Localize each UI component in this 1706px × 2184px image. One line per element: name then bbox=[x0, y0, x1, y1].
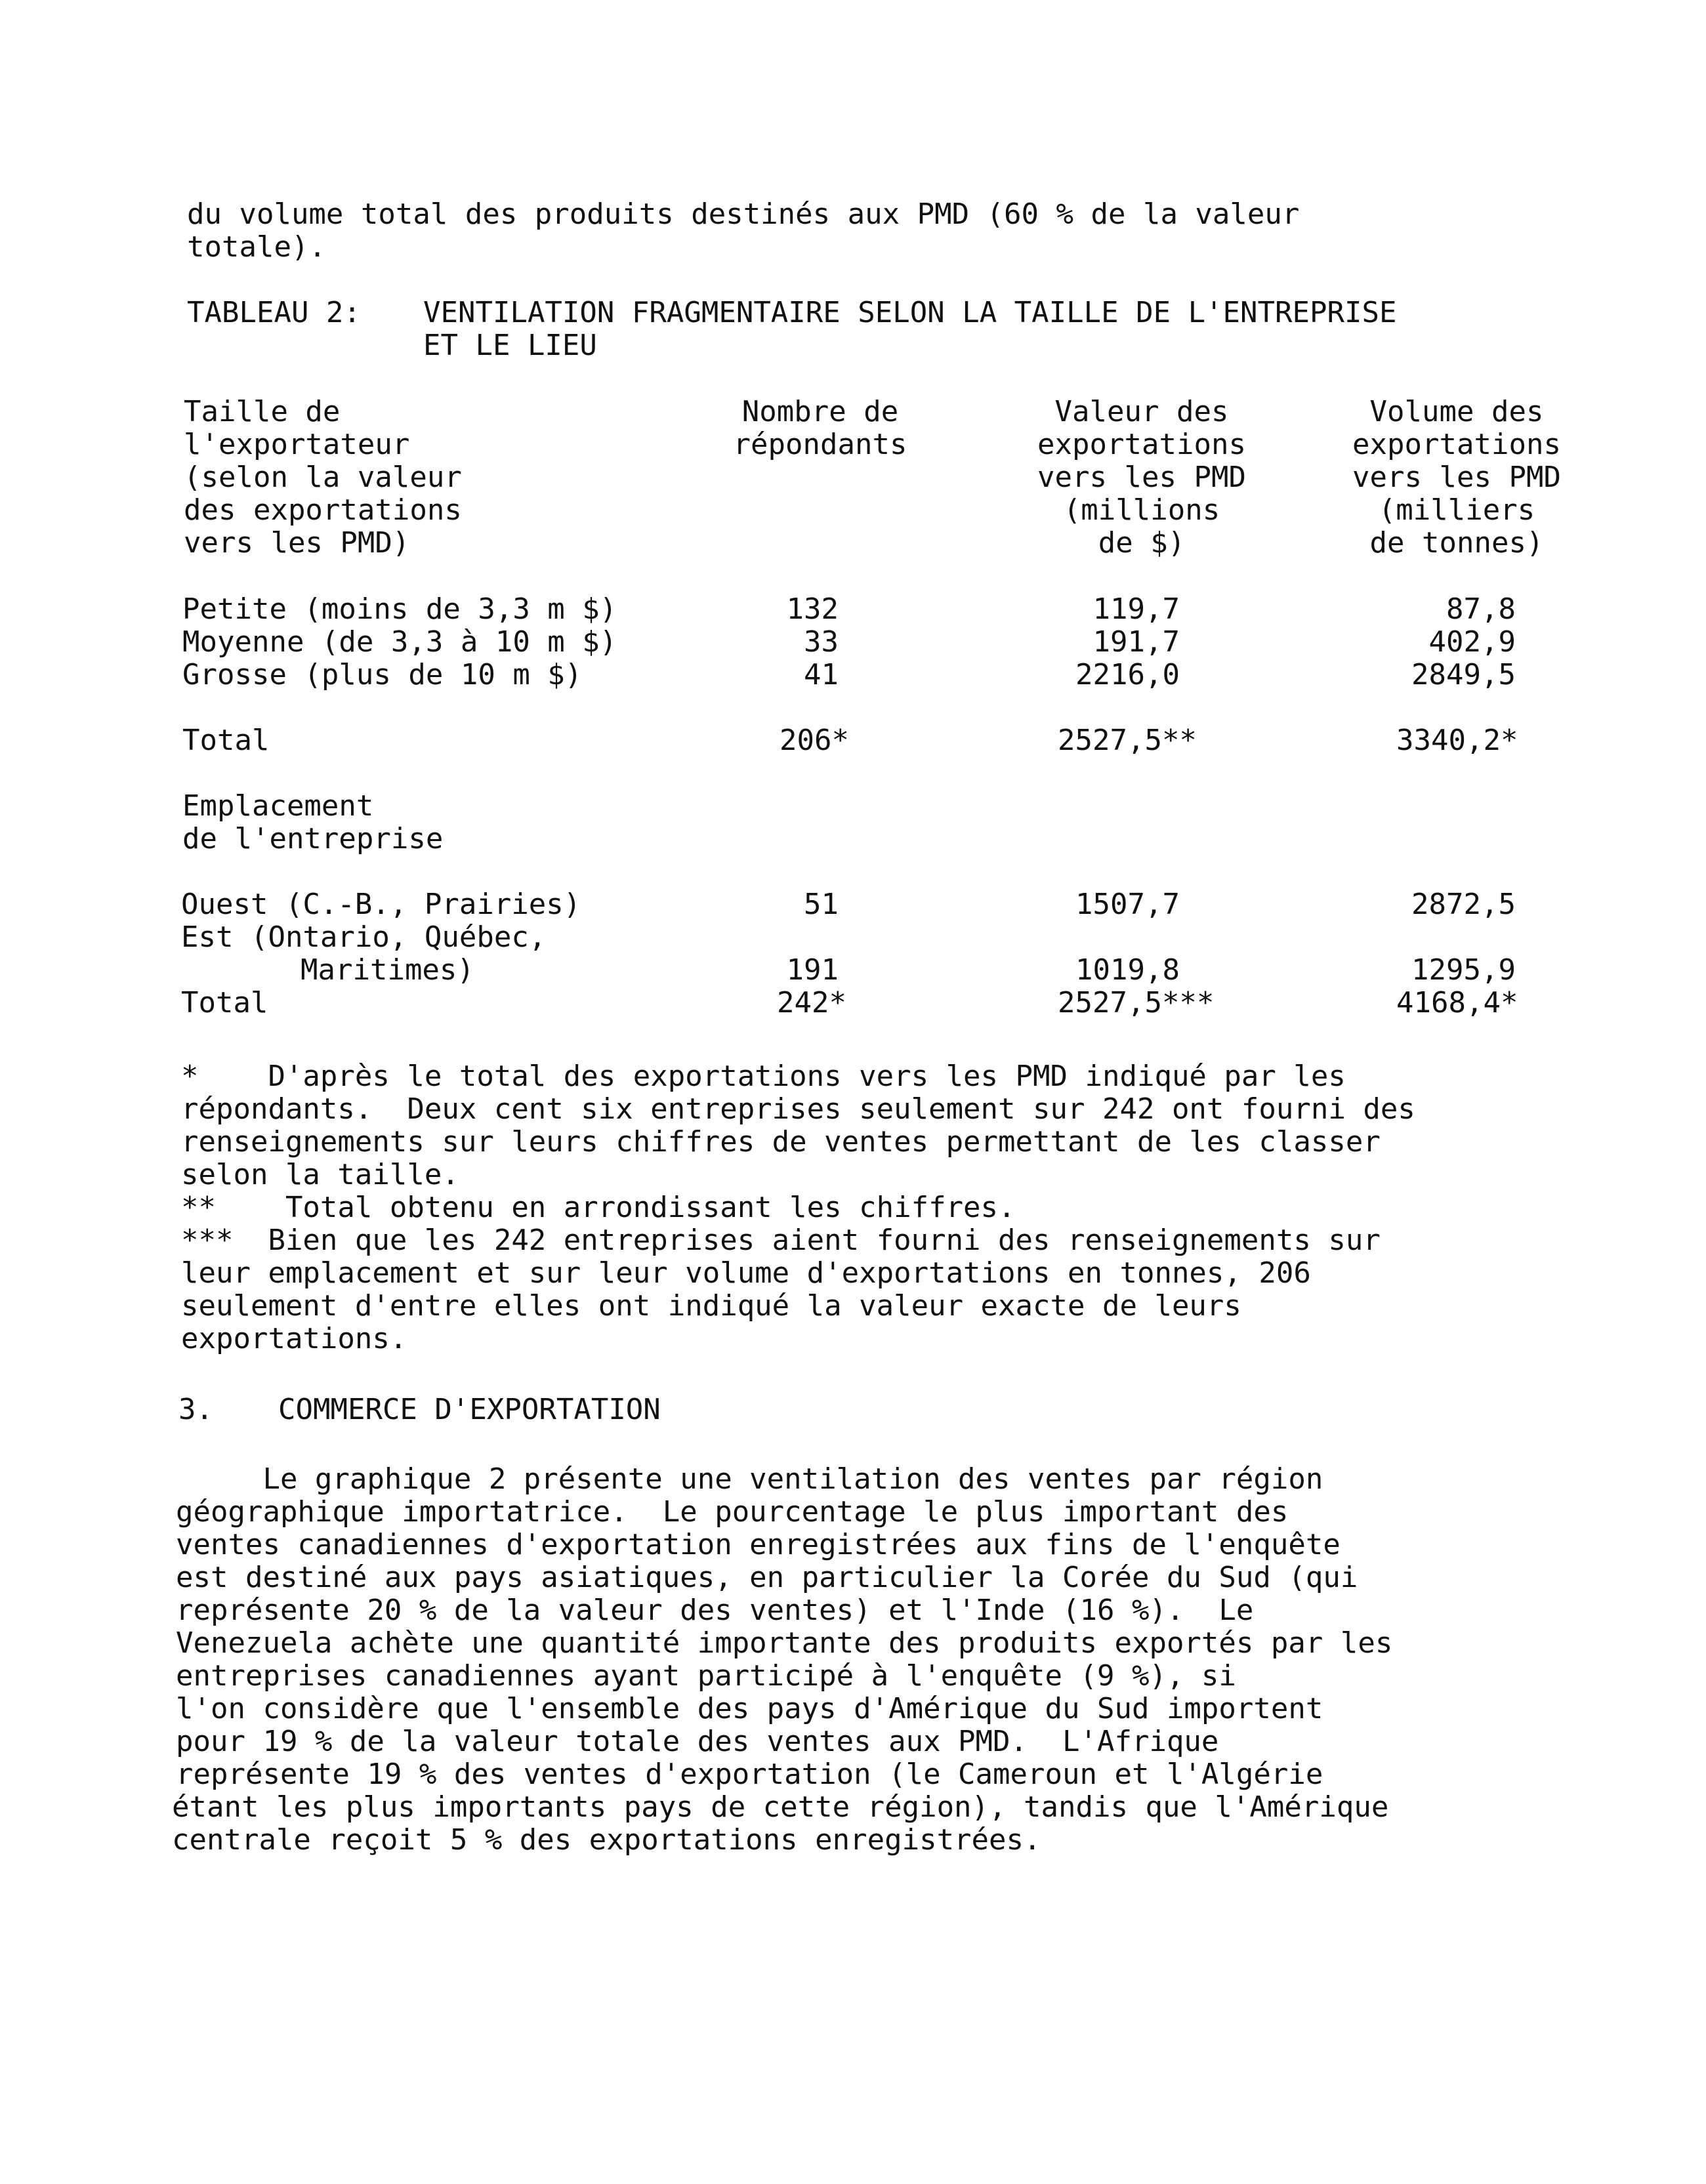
section-number: 3. bbox=[178, 1393, 213, 1426]
header-col-size-4: des exportations bbox=[184, 493, 462, 527]
row-respondents: 51 bbox=[804, 888, 839, 921]
header-col-value-2: exportations bbox=[1037, 428, 1246, 461]
footnote-line: *** Bien que les 242 entreprises aient fourni des renseignements sur bbox=[181, 1224, 1381, 1257]
location-heading-2: de l'entreprise bbox=[182, 822, 444, 855]
paragraph-line: centrale reçoit 5 % des exportations enregistrées. bbox=[172, 1823, 1041, 1857]
header-col-volume-3: vers les PMD bbox=[1352, 461, 1561, 494]
footnote-line: répondants. Deux cent six entreprises seulement sur 242 ont fourni des bbox=[181, 1092, 1415, 1126]
row-value: 191,7 bbox=[1092, 625, 1180, 659]
header-col-volume-1: Volume des bbox=[1369, 395, 1544, 428]
total-value: 2527,5*** bbox=[1058, 986, 1215, 1020]
paragraph-line: Venezuela achète une quantité importante des produits exportés par les bbox=[176, 1626, 1393, 1660]
row-volume: 87,8 bbox=[1446, 592, 1516, 626]
header-col-value-4: (millions bbox=[1063, 493, 1220, 527]
header-col-size-5: vers les PMD) bbox=[184, 526, 410, 560]
footnote-line: * D'après le total des exportations vers les PMD indiqué par les bbox=[181, 1060, 1346, 1093]
total-label: Total bbox=[182, 724, 270, 757]
footnote-line: seulement d'entre elles ont indiqué la valeur exacte de leurs bbox=[181, 1289, 1241, 1323]
paragraph-line: étant les plus importants pays de cette région), tandis que l'Amérique bbox=[172, 1790, 1389, 1824]
table-title-line-2: ET LE LIEU bbox=[423, 329, 597, 362]
paragraph-line: géographique importatrice. Le pourcentage le plus important des bbox=[176, 1495, 1289, 1529]
row-volume: 2872,5 bbox=[1411, 888, 1516, 921]
header-col-size-2: l'exportateur bbox=[184, 428, 410, 461]
header-col-volume-5: de tonnes) bbox=[1369, 526, 1544, 560]
row-label: Petite (moins de 3,3 m $) bbox=[182, 592, 617, 626]
paragraph-line: représente 20 % de la valeur des ventes) et l'Inde (16 %). Le bbox=[176, 1594, 1254, 1627]
table-title-line-1: VENTILATION FRAGMENTAIRE SELON LA TAILLE DE L'ENTREPRISE bbox=[423, 296, 1397, 329]
total-respondents: 206* bbox=[780, 724, 849, 757]
footnote-line: ** Total obtenu en arrondissant les chiffres. bbox=[181, 1191, 1016, 1224]
header-col-respondents-1: Nombre de bbox=[741, 395, 899, 428]
total-value: 2527,5** bbox=[1058, 724, 1197, 757]
row-value: 2216,0 bbox=[1075, 658, 1180, 691]
total-respondents: 242* bbox=[777, 986, 846, 1020]
header-col-size-3: (selon la valeur bbox=[184, 461, 462, 494]
row-volume: 1295,9 bbox=[1411, 953, 1516, 987]
footnote-line: renseignements sur leurs chiffres de ventes permettant de les classer bbox=[181, 1125, 1381, 1159]
table-label: TABLEAU 2: bbox=[187, 296, 361, 329]
footnote-line: exportations. bbox=[181, 1322, 407, 1355]
header-col-size-1: Taille de bbox=[184, 395, 341, 428]
row-value: 1507,7 bbox=[1075, 888, 1180, 921]
row-respondents: 132 bbox=[786, 592, 839, 626]
header-col-respondents-2: répondants bbox=[733, 428, 907, 461]
row-label: Ouest (C.-B., Prairies) bbox=[181, 888, 581, 921]
row-value: 1019,8 bbox=[1075, 953, 1180, 987]
paragraph-line: représente 19 % des ventes d'exportation (le Cameroun et l'Algérie bbox=[176, 1758, 1323, 1791]
row-volume: 402,9 bbox=[1428, 625, 1516, 659]
footnote-line: leur emplacement et sur leur volume d'exportations en tonnes, 206 bbox=[181, 1256, 1311, 1290]
header-col-value-5: de $) bbox=[1098, 526, 1186, 560]
row-respondents: 191 bbox=[786, 953, 839, 987]
row-value: 119,7 bbox=[1092, 592, 1180, 626]
row-label-line-1: Est (Ontario, Québec, bbox=[181, 920, 547, 954]
row-volume: 2849,5 bbox=[1411, 658, 1516, 691]
paragraph-line: l'on considère que l'ensemble des pays d'Amérique du Sud importent bbox=[176, 1692, 1323, 1725]
total-volume: 3340,2* bbox=[1396, 724, 1518, 757]
paragraph-line: entreprises canadiennes ayant participé à l'enquête (9 %), si bbox=[176, 1659, 1236, 1693]
footnote-line: selon la taille. bbox=[181, 1158, 459, 1191]
paragraph-line: ventes canadiennes d'exportation enregistrées aux fins de l'enquête bbox=[176, 1528, 1341, 1561]
row-label-line-2: Maritimes) bbox=[301, 953, 474, 987]
header-col-volume-2: exportations bbox=[1352, 428, 1561, 461]
header-col-volume-4: (milliers bbox=[1378, 493, 1535, 527]
paragraph-line: est destiné aux pays asiatiques, en particulier la Corée du Sud (qui bbox=[176, 1561, 1358, 1594]
header-col-value-1: Valeur des bbox=[1054, 395, 1229, 428]
row-respondents: 33 bbox=[804, 625, 839, 659]
section-title: COMMERCE D'EXPORTATION bbox=[278, 1393, 661, 1426]
row-label: Moyenne (de 3,3 à 10 m $) bbox=[182, 625, 617, 659]
paragraph-line: Le graphique 2 présente une ventilation des ventes par région bbox=[176, 1462, 1323, 1496]
total-label: Total bbox=[181, 986, 268, 1020]
row-label: Grosse (plus de 10 m $) bbox=[182, 658, 583, 691]
paragraph-line: pour 19 % de la valeur totale des ventes aux PMD. L'Afrique bbox=[176, 1725, 1219, 1758]
header-col-value-3: vers les PMD bbox=[1037, 461, 1246, 494]
total-volume: 4168,4* bbox=[1396, 986, 1518, 1020]
location-heading-1: Emplacement bbox=[182, 789, 374, 823]
intro-line-2: totale). bbox=[187, 230, 326, 264]
row-respondents: 41 bbox=[804, 658, 839, 691]
intro-line-1: du volume total des produits destinés aux PMD (60 % de la valeur bbox=[187, 197, 1300, 231]
